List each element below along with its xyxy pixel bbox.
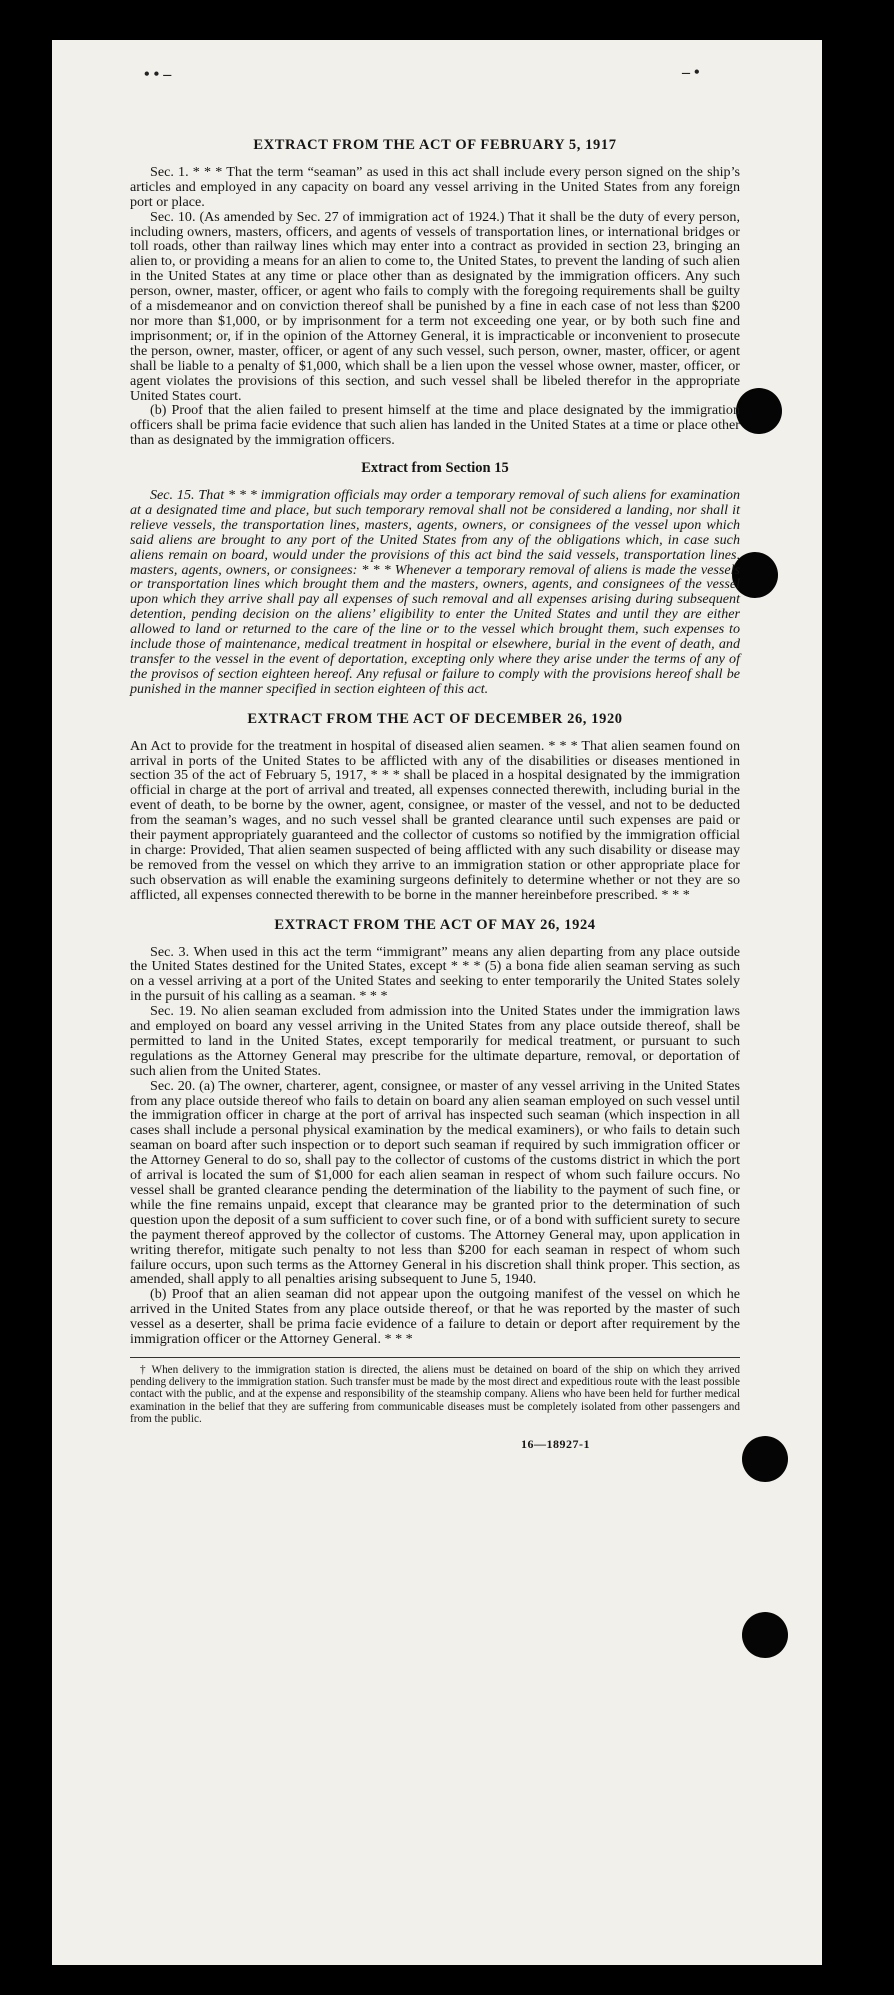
paragraph: Sec. 20. (a) The owner, charterer, agent, consignee, or master of any vessel arriving in the United States from any place outside thereof who fails to detain on board any alien seaman employed on such vessel until the immigration officer in charge at the port of arrival has inspected such seaman (which inspection in all cases shall include a personal physical examination by the medical examiners), or who fails to detain such seaman on board after such inspection or to deport such seaman if required by such immigration officer or the Attorney General to do so, shall pay to the collector of customs of the customs district in which the port of arrival is located the sum of $1,000 for each alien seaman in respect of whom such failure occurs. No vessel shall be granted clearance pending the determination of the liability to the payment of such fine, or while the fine remains unpaid, except that clearance may be granted prior to the determination of such question upon the deposit of a sum sufficient to cover such fine, or of a bond with sufficient surety to secure the payment thereof approved by the collector of customs. The Attorney General may, upon application in writing therefor, mitigate such penalty to not less than $200 for each seaman in respect of whom such failure occurs, upon such terms as the Attorney General in his discretion shall think proper. This section, as amended, shall apply to all penalties arising subsequent to June 5, 1940. [130, 1077, 740, 1288]
document-body [130, 138, 740, 1452]
punch-hole [736, 388, 782, 434]
section-15-title: Extract from Section 15 [361, 460, 509, 477]
punch-hole [742, 1612, 788, 1658]
form-number: 16—18927-1 [521, 1436, 590, 1451]
scan-speck: • • – [144, 66, 172, 83]
act-1920-title: EXTRACT FROM THE ACT OF DECEMBER 26, 1920 [247, 710, 623, 727]
paragraph: (b) Proof that an alien seaman did not appear upon the outgoing manifest of the vessel on which he arrived in the United States from any place outside thereof, or that he was reported by the master of such vessel as a deserter, shall be prima facie evidence of a failure to detain or deport after requirement by the immigration officer or the Attorney General. * * * [130, 1286, 740, 1348]
footnote-text: † When delivery to the immigration station is directed, the aliens must be detained on board of the ship on which they arrived pending delivery to the immigration station. Such transfer must be made by the most direct and expeditious route with the least possible contact with the public, and at the expense and responsibility of the steamship company. Aliens who have been held for further medical examination in the belief that they are suffering from communicable diseases must be completely isolated from other passengers and from the public. [130, 1363, 740, 1425]
footnote [130, 1357, 740, 1425]
paragraph: Sec. 3. When used in this act the term “immigrant” means any alien departing from any place outside the United States destined for the United States, except * * * (5) a bona fide alien seaman serving as such on a vessel arriving at a port of the United States and seeking to enter temporarily the United States solely in the pursuit of his calling as a seaman. * * * [130, 943, 740, 1005]
scan-speck: – • [682, 64, 700, 81]
paragraph: An Act to provide for the treatment in hospital of diseased alien seamen. * * * That alien seamen found on arrival in ports of the United States to be afflicted with any of the disabilities or diseases mentioned in section 35 of the act of February 5, 1917, * * * shall be placed in a hospital designated by the immigration official in charge at the port of arrival and treated, all expenses connected therewith, including burial in the event of death, to be borne by the owner, agent, consignee, or master of the vessel, and not to be deducted from the seaman’s wages, and no such vessel shall be granted clearance until such expenses are paid or their payment appropriately guaranteed and the collector of customs so notified by the immigration official in charge: Provided, That alien seamen suspected of being afflicted with any such disability or disease may be removed from the vessel on which they arrive to an immigration station or other appropriate place for such observation as will enable the examining surgeons definitely to determine whether or not they are so afflicted, all expenses connected therewith to be borne in the manner hereinbefore prescribed. * * * [130, 737, 740, 903]
punch-hole [742, 1436, 788, 1482]
paragraph: Sec. 1. * * * That the term “seaman” as used in this act shall include every person signed on the ship’s articles and employed in any capacity on board any vessel arriving in the United States from any foreign port or place. [130, 163, 740, 210]
act-1924-title: EXTRACT FROM THE ACT OF MAY 26, 1924 [274, 916, 596, 933]
paragraph: (b) Proof that the alien failed to present himself at the time and place designated by the immigration officers shall be prima facie evidence that such alien has landed in the United States at a time or place other than as designated by the immigration officers. [130, 402, 740, 449]
act-1917-title: EXTRACT FROM THE ACT OF FEBRUARY 5, 1917 [253, 137, 617, 153]
paragraph: Sec. 10. (As amended by Sec. 27 of immigration act of 1924.) That it shall be the duty of every person, including owners, masters, officers, and agents of vessels of transportation lines, or international bridges or toll roads, other than railway lines which may enter into a contract as provided in section 23, bringing an alien to, or providing a means for an alien to come to, the United States, to prevent the landing of such alien in the United States at any time or place other than as designated by the immigration officers. Any such person, owner, master, officer, or agent who fails to comply with the foregoing requirements shall be guilty of a misdemeanor and on conviction thereof shall be punished by a fine in each case of not less than $200 nor more than $1,000, or by imprisonment for a term not exceeding one year, or by both such fine and imprisonment; or, if in the opinion of the Attorney General, it is impracticable or inconvenient to prosecute the person, owner, master, officer, or agent of any such vessel, such person, owner, master, officer, or agent shall be liable to a penalty of $1,000, which shall be a lien upon the vessel whose owner, master, officer, or agent violates the provisions of this section, and such vessel shall be libeled therefor in the appropriate United States court. [130, 208, 740, 404]
document-page [52, 40, 822, 1965]
paragraph: Sec. 15. That * * * immigration officials may order a temporary removal of such aliens for examination at a designated time and place, but such temporary removal shall not be considered a landing, nor shall it relieve vessels, the transportation lines, masters, agents, owners, or consignees of the vessel upon which said aliens are brought to any port of the United States from any of the obligations which, in case such aliens remain on board, would under the provisions of this act bind the said vessels, transportation lines, masters, agents, owners, or consignees: * * * Whenever a temporary removal of aliens is made the vessels or transportation lines which brought them and the masters, owners, agents, and consignees of the vessel upon which they arrive shall pay all expenses of such removal and all expenses arising during subsequent detention, pending decision on the aliens’ eligibility to enter the United States and until they are either allowed to land or returned to the care of the line or to the vessel which brought them, such expenses to include those of maintenance, medical treatment in hospital or elsewhere, burial in the event of death, and transfer to the vessel in the event of deportation, excepting only where they arise under the terms of any of the provisos of section eighteen hereof. Any refusal or failure to comply with the provisions hereof shall be punished in the manner specified in section eighteen of this act. [130, 487, 740, 697]
paragraph: Sec. 19. No alien seaman excluded from admission into the United States under the immigration laws and employed on board any vessel arriving in the United States from any place outside thereof, shall be permitted to land in the United States, except temporarily for medical treatment, or pursuant to such regulations as the Attorney General may prescribe for the ultimate departure, removal, or deportation of such alien from the United States. [130, 1003, 740, 1079]
